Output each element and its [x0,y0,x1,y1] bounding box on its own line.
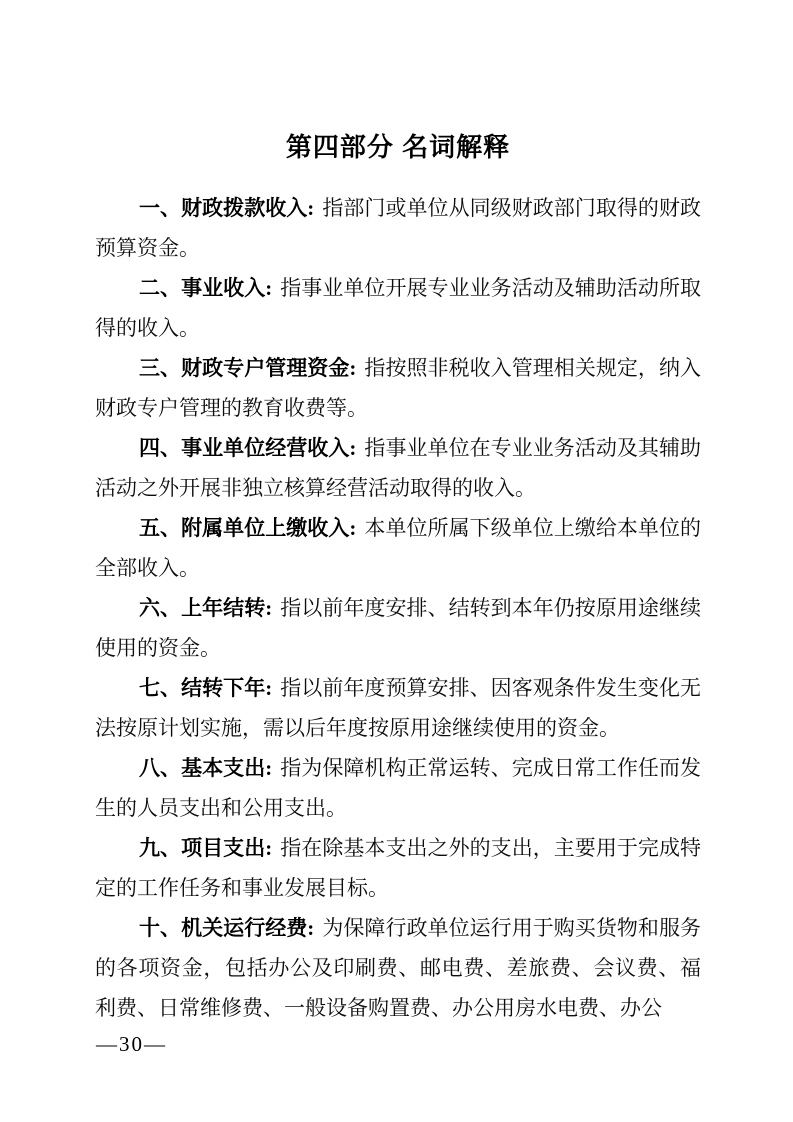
term-label: 十、机关运行经费: [139,916,315,940]
term-paragraph [95,348,701,428]
term-definition: 指部门或单位从同级财政部门取得的财政预算资金。 [95,196,702,260]
term-label: 五、附属单位上缴收入: [139,516,357,540]
term-paragraph [95,668,701,748]
term-label: 二、事业收入: [139,276,273,300]
term-definition: 指以前年度安排、结转到本年仍按原用途继续使用的资金。 [95,596,702,660]
term-label: 九、项目支出: [139,836,273,860]
term-label: 三、财政专户管理资金: [139,356,357,380]
term-definition: 指按照非税收入管理相关规定，纳入财政专户管理的教育收费等。 [95,356,702,420]
term-paragraph [95,268,701,348]
term-paragraph [95,588,701,668]
term-label: 七、结转下年: [139,676,273,700]
term-paragraph [95,188,701,268]
document-content [95,130,701,1028]
page-number: —30— [96,1032,167,1056]
page-title: 第四部分 名词解释 [285,132,511,162]
term-label: 六、上年结转: [139,596,273,620]
term-label: 八、基本支出: [139,756,273,780]
term-paragraph [95,908,701,1028]
term-definition: 本单位所属下级单位上缴给本单位的全部收入。 [95,516,702,580]
term-paragraph [95,828,701,908]
term-label: 一、财政拨款收入: [139,196,315,220]
term-definition: 指事业单位开展专业业务活动及辅助活动所取得的收入。 [95,276,702,340]
term-label: 四、事业单位经营收入: [139,436,357,460]
term-definition: 指在除基本支出之外的支出，主要用于完成特定的工作任务和事业发展目标。 [95,836,702,900]
term-definition: 指为保障机构正常运转、完成日常工作任而发生的人员支出和公用支出。 [95,756,702,820]
term-paragraph [95,508,701,588]
term-definition: 指以前年度预算安排、因客观条件发生变化无法按原计划实施，需以后年度按原用途继续使用的资金。 [95,676,702,740]
term-definition: 指事业单位在专业业务活动及其辅助活动之外开展非独立核算经营活动取得的收入。 [95,436,702,500]
term-paragraph [95,748,701,828]
term-paragraph [95,428,701,508]
term-definition: 为保障行政单位运行用于购买货物和服务的各项资金，包括办公及印刷费、邮电费、差旅费、会议费、福利费、日常维修费、一般设备购置费、办公用房水电费、办公 [95,916,702,1020]
